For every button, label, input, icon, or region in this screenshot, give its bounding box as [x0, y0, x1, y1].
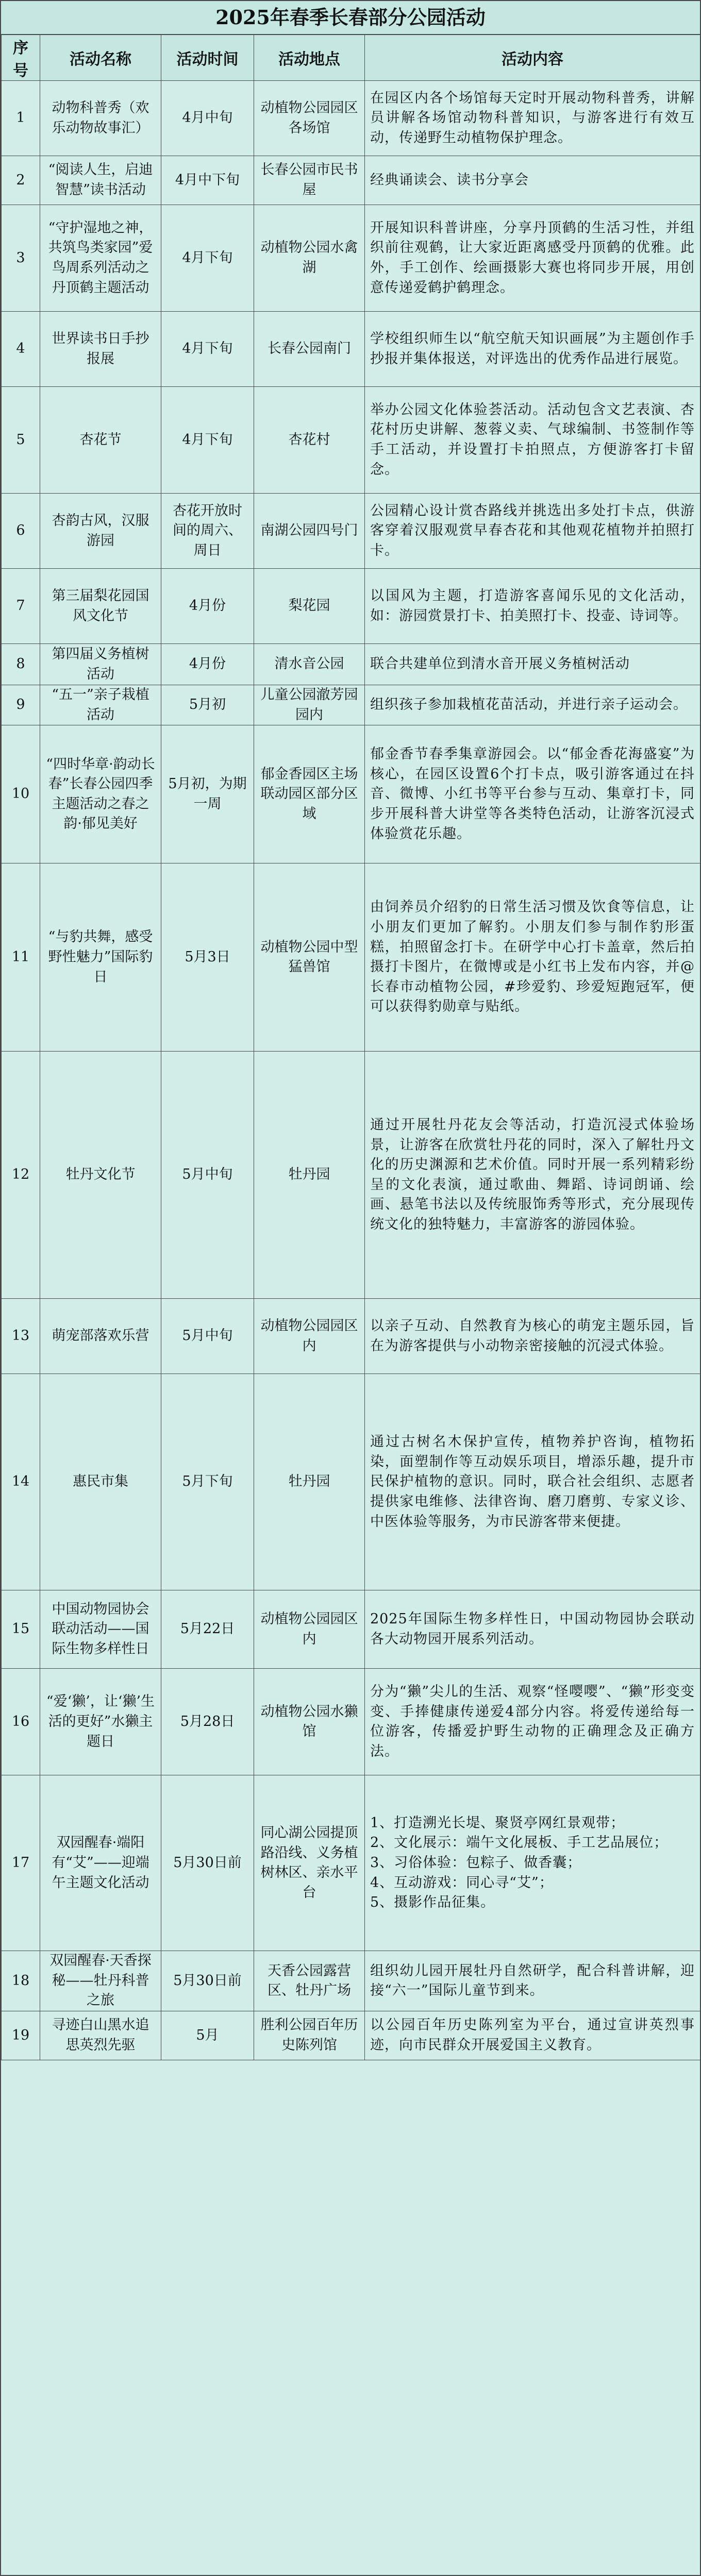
- activity-content: 以亲子互动、自然教育为核心的萌宠主题乐园，旨在为游客提供与小动物亲密接触的沉浸式体验。: [365, 1299, 700, 1374]
- header-time: 活动时间: [161, 35, 254, 81]
- activity-place: 郁金香园区主场联动园区部分区域: [254, 725, 365, 863]
- table-row: [2, 205, 700, 312]
- activity-place: 天香公园露营区、牡丹广场: [254, 1951, 365, 2011]
- activity-name: “阅读人生，启迪智慧”读书活动: [40, 156, 161, 205]
- activity-time: 5月中旬: [161, 1052, 254, 1299]
- activity-name: 惠民市集: [40, 1374, 161, 1590]
- activity-name: 牡丹文化节: [40, 1052, 161, 1299]
- activity-content: 组织孩子参加栽植花苗活动，并进行亲子运动会。: [365, 685, 700, 725]
- row-number: 17: [2, 1775, 40, 1951]
- activity-place: 清水音公园: [254, 644, 365, 685]
- activity-content: 经典诵读会、读书分享会: [365, 156, 700, 205]
- row-number: 6: [2, 494, 40, 569]
- activity-name: 双园醒春·端阳有“艾”——迎端午主题文化活动: [40, 1775, 161, 1951]
- activity-name: “爱‘獭’，让‘獭’生活的更好”水獭主题日: [40, 1669, 161, 1775]
- table-row: [2, 1669, 700, 1775]
- table-title: 2025年春季长春部分公园活动: [1, 1, 700, 35]
- activity-time: 杏花开放时间的周六、周日: [161, 494, 254, 569]
- row-number: 9: [2, 685, 40, 725]
- table-row: [2, 312, 700, 387]
- activity-place: 长春公园市民书屋: [254, 156, 365, 205]
- activity-place: 杏花村: [254, 387, 365, 494]
- activity-content: 郁金香节春季集章游园会。以“郁金香花海盛宴”为核心，在园区设置6个打卡点，吸引游客通过在抖音、微博、小红书等平台参与互动、集章打卡，同步开展科普大讲堂等各类特色活动，让游客沉浸式体验赏花乐趣。: [365, 725, 700, 863]
- activity-time: 4月中旬: [161, 81, 254, 156]
- table-row: [2, 494, 700, 569]
- activity-time: 5月初: [161, 685, 254, 725]
- activity-time: 4月份: [161, 569, 254, 644]
- row-number: 11: [2, 863, 40, 1052]
- activity-time: 4月下旬: [161, 205, 254, 312]
- activity-name: 杏花节: [40, 387, 161, 494]
- header-name: 活动名称: [40, 35, 161, 81]
- table-row: [2, 1299, 700, 1374]
- activity-time: 5月30日前: [161, 1775, 254, 1951]
- activity-content: 以国风为主题，打造游客喜闻乐见的文化活动，如：游园赏景打卡、拍美照打卡、投壶、诗词等。: [365, 569, 700, 644]
- row-number: 3: [2, 205, 40, 312]
- row-number: 1: [2, 81, 40, 156]
- table-row: [2, 569, 700, 644]
- activity-time: 5月3日: [161, 863, 254, 1052]
- activity-content: 学校组织师生以“航空航天知识画展”为主题创作手抄报并集体报送，对评选出的优秀作品进行展览。: [365, 312, 700, 387]
- table-row: [2, 1775, 700, 1951]
- table-row: [2, 156, 700, 205]
- row-number: 16: [2, 1669, 40, 1775]
- row-number: 7: [2, 569, 40, 644]
- activity-time: 5月22日: [161, 1590, 254, 1669]
- table-row: [2, 644, 700, 685]
- table-row: [2, 2011, 700, 2060]
- activity-content: 以公园百年历史陈列室为平台，通过宣讲英烈事迹，向市民群众开展爱国主义教育。: [365, 2011, 700, 2060]
- activity-name: 寻迹白山黑水追思英烈先驱: [40, 2011, 161, 2060]
- activity-content: 组织幼儿园开展牡丹自然研学，配合科普讲解，迎接“六一”国际儿童节到来。: [365, 1951, 700, 2011]
- activity-place: 动植物公园中型猛兽馆: [254, 863, 365, 1052]
- activity-name: 第三届梨花园国风文化节: [40, 569, 161, 644]
- row-number: 13: [2, 1299, 40, 1374]
- activity-content: 通过古树名木保护宣传，植物养护咨询，植物拓染，面塑制作等互动娱乐项目，增添乐趣，提升市民保护植物的意识。同时，联合社会组织、志愿者提供家电维修、法律咨询、磨刀磨剪、专家义诊、中医体验等服务，为市民游客带来便捷。: [365, 1374, 700, 1590]
- row-number: 10: [2, 725, 40, 863]
- table-row: [2, 1590, 700, 1669]
- activity-place: 牡丹园: [254, 1374, 365, 1590]
- table-row: [2, 1052, 700, 1299]
- activity-place: 动植物公园园区内: [254, 1299, 365, 1374]
- activity-place: 南湖公园四号门: [254, 494, 365, 569]
- table-row: [2, 863, 700, 1052]
- row-number: 2: [2, 156, 40, 205]
- table-row: [2, 685, 700, 725]
- activity-content: 分为“獭”尖儿的生活、观察“怪嘤嘤”、“獭”形变变变、手捧健康传递爱4部分内容。将爱传递给每一位游客，传播爱护野生动物的正确理念及正确方法。: [365, 1669, 700, 1775]
- activity-name: 动物科普秀（欢乐动物故事汇）: [40, 81, 161, 156]
- activity-content: 举办公园文化体验荟活动。活动包含文艺表演、杏花村历史讲解、葱蓉义卖、气球编制、书签制作等手工活动，并设置打卡拍照点，方便游客打卡留念。: [365, 387, 700, 494]
- activity-time: 4月下旬: [161, 387, 254, 494]
- activity-table: [1, 35, 700, 2060]
- table-row: [2, 81, 700, 156]
- activity-time: 4月下旬: [161, 312, 254, 387]
- activity-place: 动植物公园园区内: [254, 1590, 365, 1669]
- header-no: 序号: [2, 35, 40, 81]
- activity-time: 5月30日前: [161, 1951, 254, 2011]
- activity-content: 通过开展牡丹花友会等活动，打造沉浸式体验场景，让游客在欣赏牡丹花的同时，深入了解牡丹文化的历史渊源和艺术价值。同时开展一系列精彩纷呈的文化表演，通过歌曲、舞蹈、诗词朗诵、绘画、悬笔书法以及传统服饰秀等形式，充分展现传统文化的独特魅力，丰富游客的游园体验。: [365, 1052, 700, 1299]
- activity-place: 动植物公园园区各场馆: [254, 81, 365, 156]
- activity-place: 动植物公园水禽湖: [254, 205, 365, 312]
- row-number: 12: [2, 1052, 40, 1299]
- activity-content: 由饲养员介绍豹的日常生活习惯及饮食等信息，让小朋友们更加了解豹。小朋友们参与制作豹形蛋糕，拍照留念打卡。在研学中心打卡盖章，然后拍摄打卡图片，在微博或是小红书上发布内容，并@长春市动植物公园，#珍爱豹、珍爱短跑冠军，便可以获得豹勋章与贴纸。: [365, 863, 700, 1052]
- header-place: 活动地点: [254, 35, 365, 81]
- activity-place: 长春公园南门: [254, 312, 365, 387]
- activity-name: 中国动物园协会联动活动——国际生物多样性日: [40, 1590, 161, 1669]
- activity-time: 5月28日: [161, 1669, 254, 1775]
- header-row: [2, 35, 700, 81]
- row-number: 19: [2, 2011, 40, 2060]
- activity-content: 在园区内各个场馆每天定时开展动物科普秀，讲解员讲解各场馆动物科普知识，与游客进行有效互动，传递野生动植物保护理念。: [365, 81, 700, 156]
- activity-time: 5月: [161, 2011, 254, 2060]
- activity-content: 开展知识科普讲座，分享丹顶鹤的生活习性，并组织前往观鹤，让大家近距离感受丹顶鹤的优雅。此外，手工创作、绘画摄影大赛也将同步开展，用创意传递爱鹤护鹤理念。: [365, 205, 700, 312]
- row-number: 15: [2, 1590, 40, 1669]
- row-number: 4: [2, 312, 40, 387]
- activity-name: “五一”亲子栽植活动: [40, 685, 161, 725]
- activity-place: 儿童公园澈芳园园内: [254, 685, 365, 725]
- activity-place: 动植物公园水獭馆: [254, 1669, 365, 1775]
- activity-name: 世界读书日手抄报展: [40, 312, 161, 387]
- activity-place: 牡丹园: [254, 1052, 365, 1299]
- header-content: 活动内容: [365, 35, 700, 81]
- table-body: [2, 81, 700, 2060]
- activity-content: 联合共建单位到清水音开展义务植树活动: [365, 644, 700, 685]
- activity-content: 1、打造溯光长堤、聚贤亭网红景观带； 2、文化展示：端午文化展板、手工艺品展位； 3、习俗体验：包粽子、做香囊； 4、互动游戏：同心寻“艾”； 5、摄影作品征集。: [365, 1775, 700, 1951]
- activity-time: 4月份: [161, 644, 254, 685]
- table-row: [2, 1951, 700, 2011]
- activity-name: “与豹共舞，感受野性魅力”国际豹日: [40, 863, 161, 1052]
- activity-name: “守护湿地之神，共筑鸟类家园”爱鸟周系列活动之丹顶鹤主题活动: [40, 205, 161, 312]
- activity-name: 杏韵古风，汉服游园: [40, 494, 161, 569]
- row-number: 5: [2, 387, 40, 494]
- activity-time: 5月中旬: [161, 1299, 254, 1374]
- activity-content: 2025年国际生物多样性日，中国动物园协会联动各大动物园开展系列活动。: [365, 1590, 700, 1669]
- activity-place: 胜利公园百年历史陈列馆: [254, 2011, 365, 2060]
- activity-time: 5月下旬: [161, 1374, 254, 1590]
- activity-time: 5月初，为期一周: [161, 725, 254, 863]
- row-number: 8: [2, 644, 40, 685]
- activity-name: 双园醒春·天香探秘——牡丹科普之旅: [40, 1951, 161, 2011]
- activity-place: 同心湖公园提顶路沿线、义务植树林区、亲水平台: [254, 1775, 365, 1951]
- activity-name: 第四届义务植树活动: [40, 644, 161, 685]
- table-row: [2, 387, 700, 494]
- activity-place: 梨花园: [254, 569, 365, 644]
- activity-name: 萌宠部落欢乐营: [40, 1299, 161, 1374]
- activity-name: “四时华章·韵动长春”长春公园四季主题活动之春之韵·郁见美好: [40, 725, 161, 863]
- row-number: 18: [2, 1951, 40, 2011]
- table-row: [2, 725, 700, 863]
- row-number: 14: [2, 1374, 40, 1590]
- table-row: [2, 1374, 700, 1590]
- activity-content: 公园精心设计赏杏路线并挑选出多处打卡点，供游客穿着汉服观赏早春杏花和其他观花植物并拍照打卡。: [365, 494, 700, 569]
- activity-time: 4月中下旬: [161, 156, 254, 205]
